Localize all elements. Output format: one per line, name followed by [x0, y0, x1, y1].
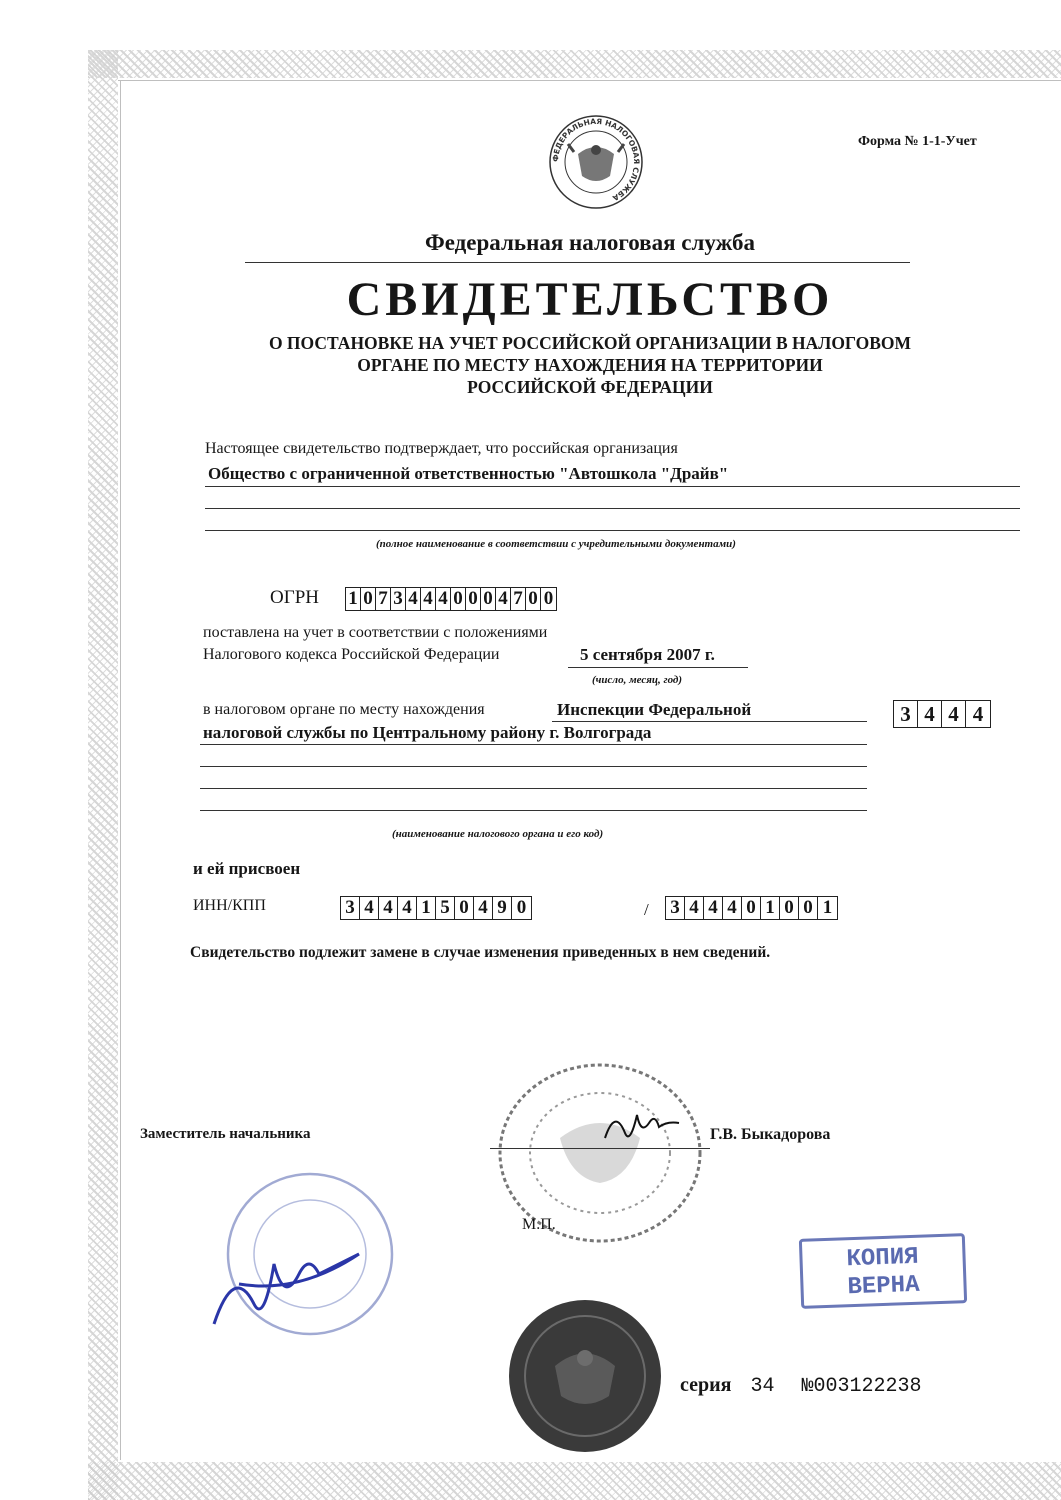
- ogrn-digit: 7: [511, 588, 526, 610]
- ogrn-digit: 0: [361, 588, 376, 610]
- ogrn-digit: 4: [496, 588, 511, 610]
- border-line-top: [118, 80, 1061, 81]
- authority-code-digit: 4: [972, 702, 984, 726]
- copy-stamp-line-1: КОПИЯ: [846, 1243, 920, 1274]
- kpp-digit-boxes: [665, 896, 838, 920]
- guilloche-border-left: [88, 50, 118, 1500]
- kpp-digit: 0: [742, 897, 761, 919]
- authority-rule-3: [200, 766, 867, 767]
- kpp-digit: 4: [704, 897, 723, 919]
- date-note: (число, месяц, год): [592, 674, 683, 686]
- inn-kpp-separator: /: [644, 900, 649, 919]
- certificate-subtitle: [190, 332, 990, 398]
- ogrn-digit: 0: [466, 588, 481, 610]
- org-rule-1: [205, 486, 1020, 487]
- authority-code-digit: 4: [918, 701, 942, 727]
- inn-digit: 4: [474, 897, 493, 919]
- inn-digit: 5: [436, 897, 455, 919]
- ogrn-digit: 4: [436, 588, 451, 610]
- org-name-note: (полное наименование в соответствии с учредительными документами): [376, 538, 736, 550]
- company-stamp-icon: [200, 1164, 400, 1354]
- inn-digit: 4: [398, 897, 417, 919]
- signer-name: Г.В. Быкадорова: [710, 1126, 831, 1143]
- registration-line-1: поставлена на учет в соответствии с положениями: [203, 624, 548, 641]
- authority-note: (наименование налогового органа и его код): [392, 828, 604, 840]
- authority-code-digit: 4: [942, 701, 966, 727]
- authority-rule-1: [552, 721, 867, 722]
- ogrn-digit: 0: [481, 588, 496, 610]
- ogrn-digit: 0: [451, 588, 466, 610]
- authority-line-2: налоговой службы по Центральному району г. Волгограда: [203, 723, 652, 742]
- inn-digit: 9: [493, 897, 512, 919]
- inn-digit: 4: [379, 897, 398, 919]
- kpp-digit: 1: [822, 897, 833, 918]
- form-number: Форма № 1-1-Учет: [858, 134, 977, 149]
- agency-rule: [245, 262, 910, 263]
- authority-line-1: Инспекции Федеральной: [557, 700, 752, 719]
- authority-rule-2: [200, 744, 867, 745]
- inn-digit: 1: [417, 897, 436, 919]
- copy-verified-stamp: [799, 1233, 967, 1309]
- ogrn-digit: 4: [421, 588, 436, 610]
- signer-role: Заместитель начальника: [140, 1126, 311, 1142]
- authority-prefix: в налоговом органе по месту нахождения: [203, 701, 485, 718]
- date-rule: [568, 667, 748, 668]
- assigned-label: и ей присвоен: [193, 859, 301, 878]
- inn-kpp-label: ИНН/КПП: [193, 897, 266, 914]
- authority-code-boxes: [893, 700, 991, 728]
- fns-emblem-icon: [548, 114, 644, 210]
- authority-rule-4: [200, 788, 867, 789]
- authority-code-digit: 3: [894, 701, 918, 727]
- signature-rule: [490, 1148, 710, 1149]
- agency-name: Федеральная налоговая служба: [425, 230, 755, 255]
- border-line-left: [120, 80, 121, 1460]
- ogrn-digit: 3: [391, 588, 406, 610]
- emblem-text: ФЕДЕРАЛЬНАЯ НАЛОГОВАЯ СЛУЖБА: [550, 116, 642, 203]
- subtitle-line: О ПОСТАНОВКЕ НА УЧЕТ РОССИЙСКОЙ ОРГАНИЗАЦИИ В НАЛОГОВОМ: [268, 333, 912, 353]
- inn-digit-boxes: [340, 896, 532, 920]
- inn-digit: 0: [516, 897, 527, 918]
- signature-icon: [600, 1108, 690, 1148]
- certificate-title: СВИДЕТЕЛЬСТВО: [346, 273, 834, 326]
- authority-rule-5: [200, 810, 867, 811]
- document-number: №003122238: [801, 1375, 922, 1398]
- copy-stamp-line-2: ВЕРНА: [847, 1271, 920, 1302]
- kpp-digit: 4: [685, 897, 704, 919]
- guilloche-border-top: [88, 50, 1061, 78]
- registration-line-2: Налогового кодекса Российской Федерации: [203, 646, 500, 663]
- hologram-seal-icon: [505, 1296, 665, 1456]
- org-rule-3: [205, 530, 1020, 531]
- kpp-digit: 3: [666, 897, 685, 919]
- ogrn-digit: 0: [526, 588, 541, 610]
- subtitle-line: РОССИЙСКОЙ ФЕДЕРАЦИИ: [467, 377, 713, 397]
- series-value: 34: [750, 1375, 775, 1398]
- kpp-digit: 0: [799, 897, 818, 919]
- ogrn-digit: 4: [406, 588, 421, 610]
- organization-name: Общество с ограниченной ответственностью "Автошкола "Драйв": [208, 464, 729, 483]
- inn-digit: 0: [455, 897, 474, 919]
- series-label: серия: [680, 1374, 732, 1396]
- kpp-digit: 0: [780, 897, 799, 919]
- org-rule-2: [205, 508, 1020, 509]
- replacement-note: Свидетельство подлежит замене в случае изменения приведенных в нем сведений.: [190, 944, 771, 961]
- registration-date: 5 сентября 2007 г.: [580, 645, 715, 664]
- kpp-digit: 1: [761, 897, 780, 919]
- ogrn-digit: 1: [346, 588, 361, 610]
- series-number: [680, 1374, 922, 1398]
- ogrn-digit-boxes: [345, 587, 557, 611]
- guilloche-border-bottom: [88, 1462, 1061, 1500]
- ogrn-digit: 7: [376, 588, 391, 610]
- inn-digit: 3: [341, 897, 360, 919]
- kpp-digit: 4: [723, 897, 742, 919]
- ogrn-digit: 0: [543, 588, 554, 609]
- subtitle-line: ОРГАНЕ ПО МЕСТУ НАХОЖДЕНИЯ НА ТЕРРИТОРИИ: [357, 355, 823, 375]
- intro-text: Настоящее свидетельство подтверждает, что российская организация: [205, 440, 678, 457]
- ogrn-label: ОГРН: [270, 587, 319, 608]
- inn-digit: 4: [360, 897, 379, 919]
- seal-label: М.П.: [522, 1216, 556, 1233]
